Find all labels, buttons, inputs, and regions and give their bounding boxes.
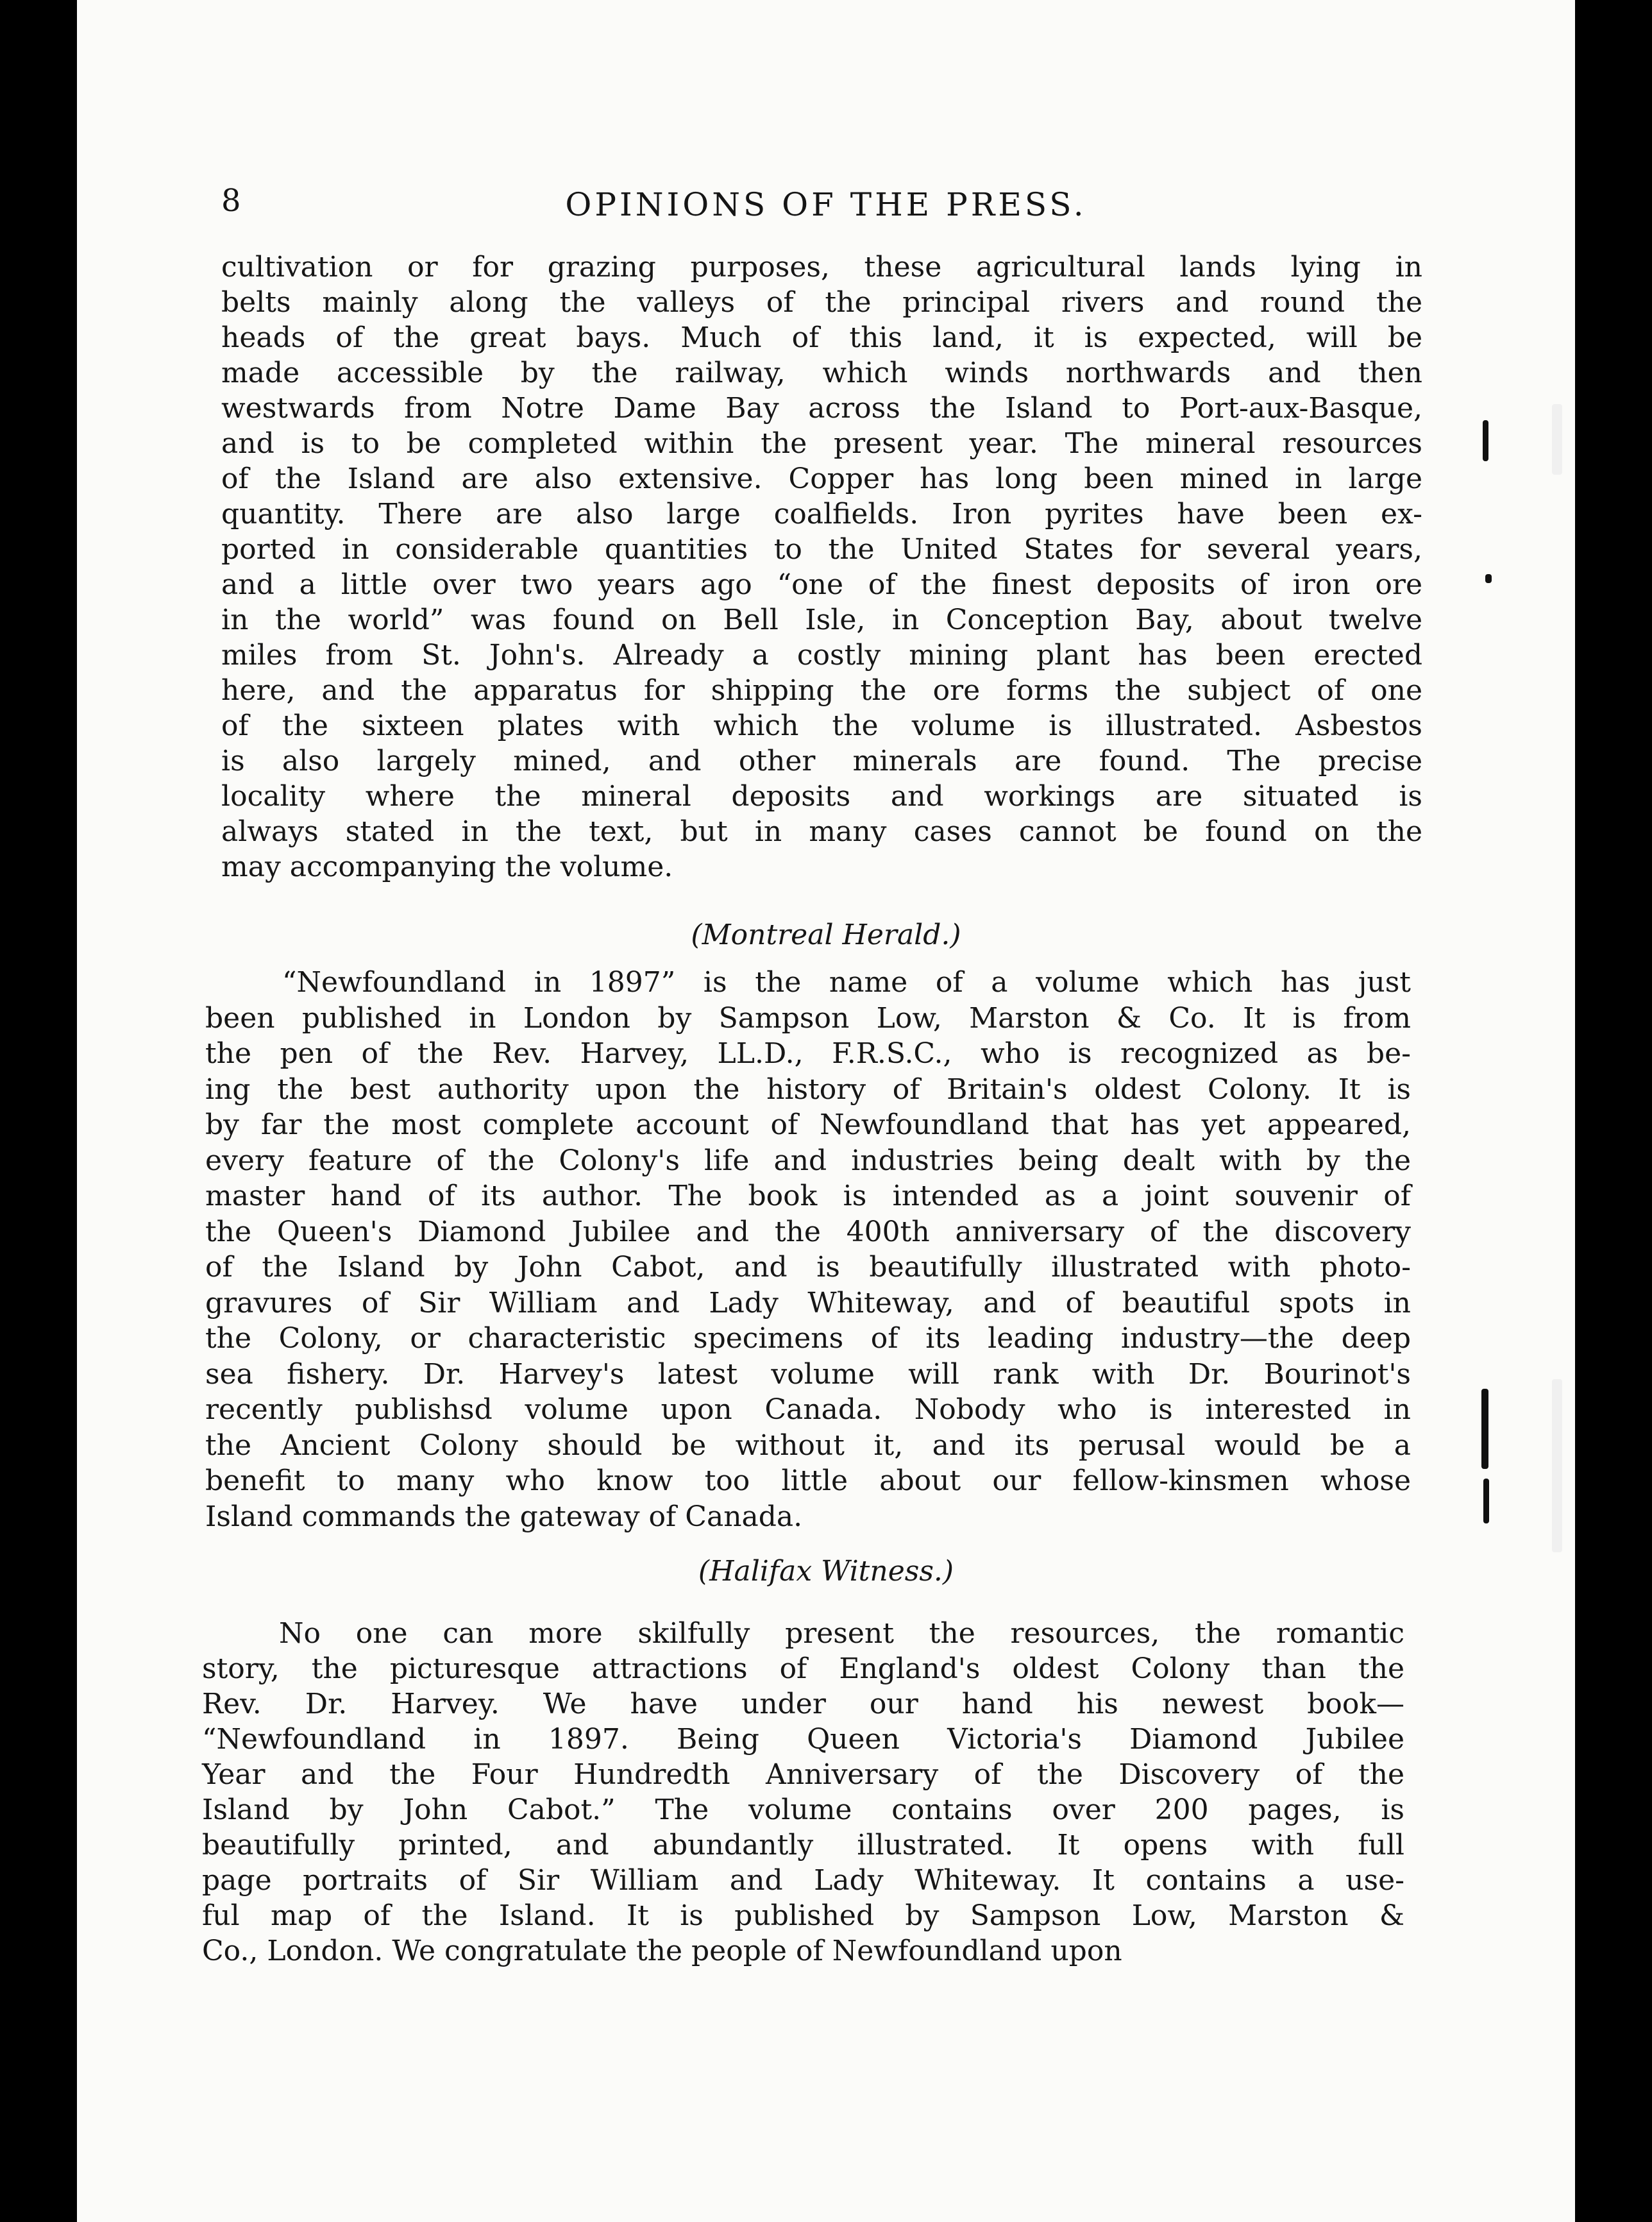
source-halifax-witness: (Halifax Witness.) [698,1555,954,1588]
text-line: the pen of the Rev. Harvey, LL.D., F.R.S.C., who is recognized as be- [205,1037,1411,1070]
scan-mark-right [1552,404,1562,475]
text-line: the Ancient Colony should be without it, and its perusal would be a [205,1429,1411,1462]
text-line: by far the most complete account of Newfoundland that has yet appeared, [205,1108,1411,1141]
text-line: cultivation or for grazing purposes, these agricultural lands lying in [221,251,1422,284]
document-page [77,0,1575,2222]
text-line: ported in considerable quantities to the United States for several years, [221,533,1422,566]
text-line: “Newfoundland in 1897. Being Queen Victoria's Diamond Jubilee [202,1723,1404,1756]
page-number: 8 [221,183,241,219]
text-line: ing the best authority upon the history of Britain's oldest Colony. It is [205,1073,1411,1106]
text-line: story, the picturesque attractions of England's oldest Colony than the [202,1652,1404,1685]
text-line: beautifully printed, and abundantly illustrated. It opens with full [202,1829,1404,1862]
text-line: Co., London. We congratulate the people of Newfoundland upon [202,1935,1122,1967]
text-line: gravures of Sir William and Lady Whiteway, and of beautiful spots in [205,1286,1411,1319]
scan-mark-right [1552,1379,1562,1552]
text-line: been published in London by Sampson Low, Marston & Co. It is from [205,1001,1411,1035]
text-line: Rev. Dr. Harvey. We have under our hand his newest book— [202,1688,1404,1720]
text-line: westwards from Notre Dame Bay across the Island to Port-aux-Basque, [221,392,1422,425]
text-line: Island by John Cabot.” The volume contains over 200 pages, is [202,1794,1404,1826]
scan-mark [1483,420,1488,461]
text-line: made accessible by the railway, which winds northwards and then [221,357,1422,389]
text-line: miles from St. John's. Already a costly mining plant has been erected [221,639,1422,672]
text-line: locality where the mineral deposits and workings are situated is [221,780,1422,813]
text-line: heads of the great bays. Much of this land, it is expected, will be [221,321,1422,354]
text-line: of the sixteen plates with which the volume is illustrated. Asbestos [221,709,1422,742]
text-line: here, and the apparatus for shipping the ore forms the subject of one [221,674,1422,707]
scan-mark [1483,1479,1489,1523]
text-line: No one can more skilfully present the resources, the romantic [279,1617,1404,1650]
text-line: master hand of its author. The book is intended as a joint souvenir of [205,1180,1411,1212]
text-line: belts mainly along the valleys of the principal rivers and round the [221,286,1422,319]
text-line: the Queen's Diamond Jubilee and the 400th anniversary of the discovery [205,1215,1411,1248]
source-montreal-herald: (Montreal Herald.) [691,919,961,951]
text-line: and a little over two years ago “one of the finest deposits of iron ore [221,568,1422,601]
text-line: every feature of the Colony's life and industries being dealt with by the [205,1144,1411,1177]
text-line: page portraits of Sir William and Lady Whiteway. It contains a use- [202,1864,1404,1897]
text-line: always stated in the text, but in many cases cannot be found on the [221,815,1422,848]
text-line: may accompanying the volume. [221,851,673,883]
running-title: OPINIONS OF THE PRESS. [565,186,1087,223]
text-line: benefit to many who know too little about our fellow-kinsmen whose [205,1464,1411,1497]
text-line: “Newfoundland in 1897” is the name of a volume which has just [282,966,1411,999]
text-line: ful map of the Island. It is published by Sampson Low, Marston & [202,1899,1404,1932]
text-line: recently publishsd volume upon Canada. Nobody who is interested in [205,1393,1411,1426]
text-line: Year and the Four Hundredth Anniversary of the Discovery of the [202,1758,1404,1791]
text-line: sea fishery. Dr. Harvey's latest volume will rank with Dr. Bourinot's [205,1357,1411,1391]
text-line: of the Island by John Cabot, and is beautifully illustrated with photo- [205,1251,1411,1284]
text-line: in the world” was found on Bell Isle, in Conception Bay, about twelve [221,604,1422,636]
text-line: and is to be completed within the present year. The mineral resources [221,427,1422,460]
text-line: of the Island are also extensive. Copper has long been mined in large [221,462,1422,495]
text-line: quantity. There are also large coalfields. Iron pyrites have been ex- [221,498,1422,530]
text-line: is also largely mined, and other minerals are found. The precise [221,745,1422,777]
text-line: Island commands the gateway of Canada. [205,1500,803,1533]
scan-mark [1485,574,1492,583]
scan-mark [1481,1389,1488,1469]
text-line: the Colony, or characteristic specimens of its leading industry—the deep [205,1322,1411,1355]
